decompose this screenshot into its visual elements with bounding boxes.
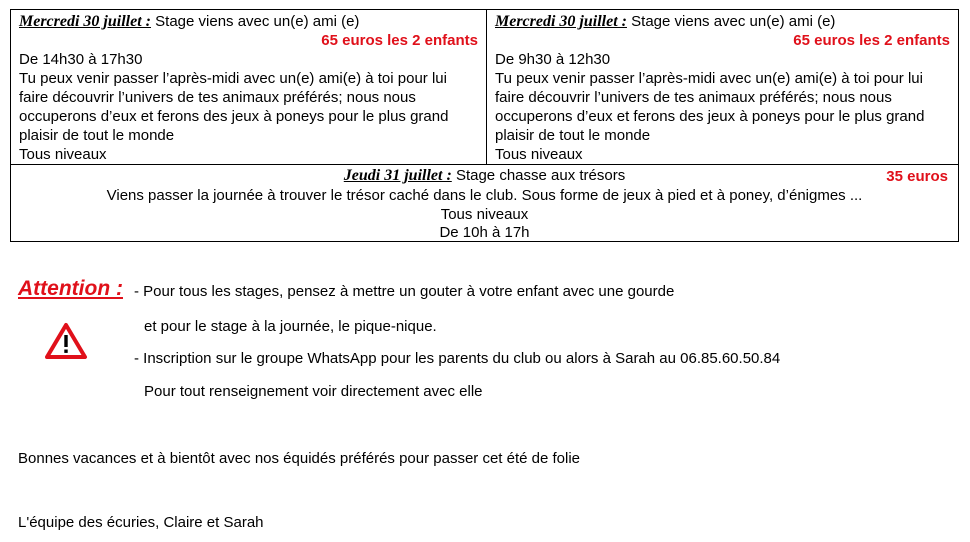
stage-price: 65 euros les 2 enfants xyxy=(321,32,478,49)
warning-triangle-icon xyxy=(44,322,88,360)
stage-day: Mercredi 30 juillet : xyxy=(495,13,627,30)
stage-title: Stage viens avec un(e) ami (e) xyxy=(631,13,836,30)
stage-header xyxy=(495,12,950,31)
attention-line-contact: Pour tout renseignement voir directement avec elle xyxy=(144,383,483,400)
stage-title: Stage viens avec un(e) ami (e) xyxy=(155,13,360,30)
stage-level: Tous niveaux xyxy=(440,206,529,223)
stage-description: Viens passer la journée à trouver le trésor caché dans le club. Sous forme de jeux à pied et à poney, d’énigmes ... xyxy=(106,187,863,204)
stage-price: 35 euros xyxy=(886,168,948,185)
stage-cell-left xyxy=(11,10,487,164)
stage-description: Tu peux venir passer l’après-midi avec un(e) ami(e) à toi pour lui faire découvrir l’univers de tes animaux préférés; nous nous occuperons d’eux et ferons des jeux à poneys pour le plus grand plaisir de tout le monde xyxy=(19,70,449,144)
stage-price: 65 euros les 2 enfants xyxy=(793,32,950,49)
footer-wishes: Bonnes vacances et à bientôt avec nos équidés préférés pour passer cet été de folie xyxy=(18,450,581,467)
footer-signature: L'équipe des écuries, Claire et Sarah xyxy=(18,514,264,531)
stages-row-top xyxy=(11,10,958,165)
stage-hours: De 9h30 à 12h30 xyxy=(495,51,611,68)
attention-line-snack: - Pour tous les stages, pensez à mettre un gouter à votre enfant avec une gourde xyxy=(134,283,675,300)
attention-line-picnic: et pour le stage à la journée, le pique-nique. xyxy=(144,318,437,335)
stage-day: Mercredi 30 juillet : xyxy=(19,13,151,30)
stage-header xyxy=(19,12,478,31)
stage-hours: De 14h30 à 17h30 xyxy=(19,51,143,68)
attention-title: Attention : xyxy=(18,277,123,300)
stage-cell-bottom xyxy=(11,165,958,242)
stage-header xyxy=(11,166,958,185)
stages-table xyxy=(10,9,959,242)
stage-level: Tous niveaux xyxy=(495,146,583,163)
stage-description: Tu peux venir passer l’après-midi avec un(e) ami(e) à toi pour lui faire découvrir l’univers de tes animaux préférés; nous nous occuperons d’eux et ferons des jeux à poneys pour le plus grand plaisir de tout le monde xyxy=(495,70,925,144)
stage-day: Jeudi 31 juillet : xyxy=(343,167,452,184)
attention-line-whatsapp: - Inscription sur le groupe WhatsApp pour les parents du club ou alors à Sarah au 06.85.60.50.84 xyxy=(134,350,781,367)
stage-title: Stage chasse aux trésors xyxy=(455,167,626,184)
stage-cell-right xyxy=(487,10,958,164)
stage-hours: De 10h à 17h xyxy=(439,224,530,241)
stage-level: Tous niveaux xyxy=(19,146,107,163)
